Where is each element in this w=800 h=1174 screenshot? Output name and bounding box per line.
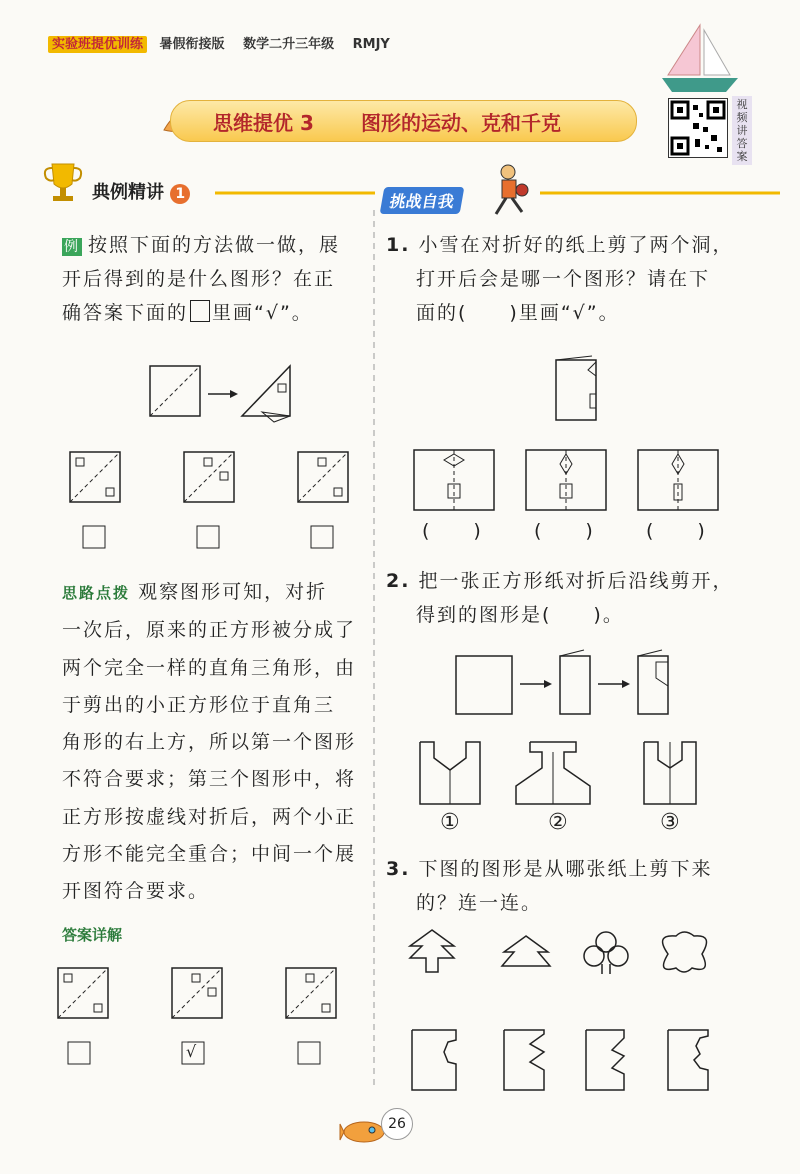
option-3 bbox=[298, 452, 348, 548]
q1-line-3: 面的( )里画“√”。 bbox=[416, 302, 620, 324]
cut-hole bbox=[278, 384, 286, 392]
clover-shape bbox=[584, 932, 628, 974]
q1-line-1 bbox=[386, 228, 786, 262]
q1-line-2: 打开后会是哪一个图形？请在下 bbox=[416, 268, 711, 290]
q2-option-1 bbox=[420, 742, 480, 804]
page-number: 26 bbox=[381, 1108, 413, 1140]
section-divider-right bbox=[540, 188, 780, 198]
q1-option-2 bbox=[526, 450, 606, 510]
paper-b bbox=[504, 1030, 544, 1090]
analysis-line-7: 正方形按虚线对折后，两个小正 bbox=[62, 805, 357, 828]
analysis-line-8: 方形不能完全重合；中间一个展 bbox=[62, 843, 357, 866]
example-line-3 bbox=[62, 296, 367, 330]
fold-illustration bbox=[150, 366, 310, 426]
running-boy-icon bbox=[482, 162, 532, 222]
q1-text-1: 小雪在对折好的纸上剪了两个洞， bbox=[418, 234, 734, 256]
q3-line-2: 的？连一连。 bbox=[416, 892, 543, 914]
answer-option-3 bbox=[286, 968, 336, 1064]
question-1 bbox=[386, 228, 786, 330]
question-line-3a: 确答案下面的 bbox=[62, 302, 189, 324]
paper-c bbox=[586, 1030, 624, 1090]
q1-option-3 bbox=[638, 450, 718, 510]
banner-title: 图形的运动、克和千克 bbox=[361, 111, 561, 135]
q3-text-1: 下图的图形是从哪张纸上剪下来 bbox=[418, 858, 713, 880]
question-3 bbox=[386, 852, 786, 920]
answer-option-1 bbox=[58, 968, 108, 1064]
q1-number: 1. bbox=[386, 234, 411, 256]
analysis-line-1 bbox=[62, 574, 367, 612]
trophy-icon bbox=[38, 158, 88, 208]
question-line-3b: 里画“√”。 bbox=[212, 302, 313, 324]
tree-shape bbox=[410, 930, 454, 972]
paper-a bbox=[412, 1030, 456, 1090]
q1-blank-3[interactable]: ( ) bbox=[646, 520, 707, 542]
q2-number: 2. bbox=[386, 570, 411, 592]
answer-figures bbox=[58, 968, 358, 1068]
example-question bbox=[62, 228, 367, 330]
answer-option-2 bbox=[172, 968, 222, 1064]
tip-label: 思路点拨 bbox=[62, 584, 131, 602]
series-name: 实验班提优训练 bbox=[48, 36, 147, 53]
example-options bbox=[70, 452, 370, 552]
section-divider bbox=[215, 188, 375, 198]
answer-check-mark: √ bbox=[186, 1042, 197, 1061]
section-title-challenge: 挑战自我 bbox=[380, 187, 465, 214]
folded-triangle bbox=[242, 366, 290, 416]
qr-label: 视频讲答案 bbox=[732, 96, 752, 165]
q2-label-2: ② bbox=[548, 810, 570, 835]
q2-fold-sequence bbox=[456, 650, 686, 720]
answer-box-1 bbox=[83, 526, 105, 548]
q3-number: 3. bbox=[386, 858, 411, 880]
option-2 bbox=[184, 452, 234, 548]
section-title-examples bbox=[92, 178, 190, 204]
subject: 数学二升三年级 bbox=[243, 37, 335, 52]
analysis-line-5: 角形的右上方，所以第一个图形 bbox=[62, 731, 357, 754]
answer-box-icon bbox=[190, 300, 210, 322]
analysis-line-9: 开图符合要求。 bbox=[62, 880, 210, 903]
analysis-line-3: 两个完全一样的直角三角形，由 bbox=[62, 656, 357, 679]
q1-blank-1[interactable]: ( ) bbox=[422, 520, 483, 542]
answer-box-2 bbox=[197, 526, 219, 548]
cloud-shape bbox=[663, 932, 707, 972]
qr-pattern bbox=[669, 99, 727, 157]
folded-flap bbox=[262, 412, 290, 422]
analysis-block bbox=[62, 574, 367, 911]
q1-options bbox=[414, 450, 794, 514]
publisher-code: RMJY bbox=[352, 37, 390, 52]
analysis-line-6: 不符合要求；第三个图形中，将 bbox=[62, 768, 357, 791]
qr-code[interactable] bbox=[668, 98, 728, 158]
q3-folded-papers bbox=[412, 1030, 742, 1094]
q3-line-1 bbox=[386, 852, 786, 886]
answer-label: 答案详解 bbox=[62, 926, 123, 944]
analysis-line-4: 于剪出的小正方形位于直角三 bbox=[62, 693, 336, 716]
q2-option-3 bbox=[644, 742, 696, 804]
q2-label-3: ③ bbox=[660, 810, 682, 835]
example-mark: 例 bbox=[64, 239, 80, 255]
question-2 bbox=[386, 564, 786, 632]
running-header bbox=[48, 33, 404, 52]
question-line-2: 开后得到的是什么图形？在正 bbox=[62, 268, 336, 290]
analysis-text-1: 观察图形可知，对折 bbox=[138, 581, 328, 603]
q3-cut-shapes bbox=[410, 930, 740, 980]
double-triangle-shape bbox=[502, 936, 550, 966]
q2-line-1 bbox=[386, 564, 786, 598]
q1-option-1 bbox=[414, 450, 494, 510]
q2-option-2 bbox=[516, 742, 590, 804]
q1-folded-paper bbox=[556, 354, 606, 424]
option-1 bbox=[70, 452, 120, 548]
q1-blank-2[interactable]: ( ) bbox=[534, 520, 595, 542]
section-number-badge: 1 bbox=[170, 184, 190, 204]
paper-d bbox=[668, 1030, 708, 1090]
answer-box-3 bbox=[311, 526, 333, 548]
q2-label-1: ① bbox=[440, 810, 462, 835]
section-title-text: 典例精讲 bbox=[92, 182, 164, 203]
q2-options bbox=[420, 742, 720, 812]
q2-text-1: 把一张正方形纸对折后沿线剪开， bbox=[418, 570, 734, 592]
sailboat-icon bbox=[660, 20, 740, 90]
q2-line-2: 得到的图形是( )。 bbox=[416, 604, 624, 626]
fold-line bbox=[150, 366, 200, 416]
arrow-head bbox=[230, 390, 238, 398]
edition: 暑假衔接版 bbox=[159, 37, 225, 52]
analysis-line-2: 一次后，原来的正方形被分成了 bbox=[62, 619, 357, 642]
topic-banner bbox=[170, 100, 637, 142]
banner-tag: 思维提优 3 bbox=[213, 111, 314, 135]
column-divider bbox=[372, 210, 376, 1090]
question-line-1: 按照下面的方法做一做，展 bbox=[88, 234, 341, 256]
example-line-1 bbox=[62, 228, 367, 262]
